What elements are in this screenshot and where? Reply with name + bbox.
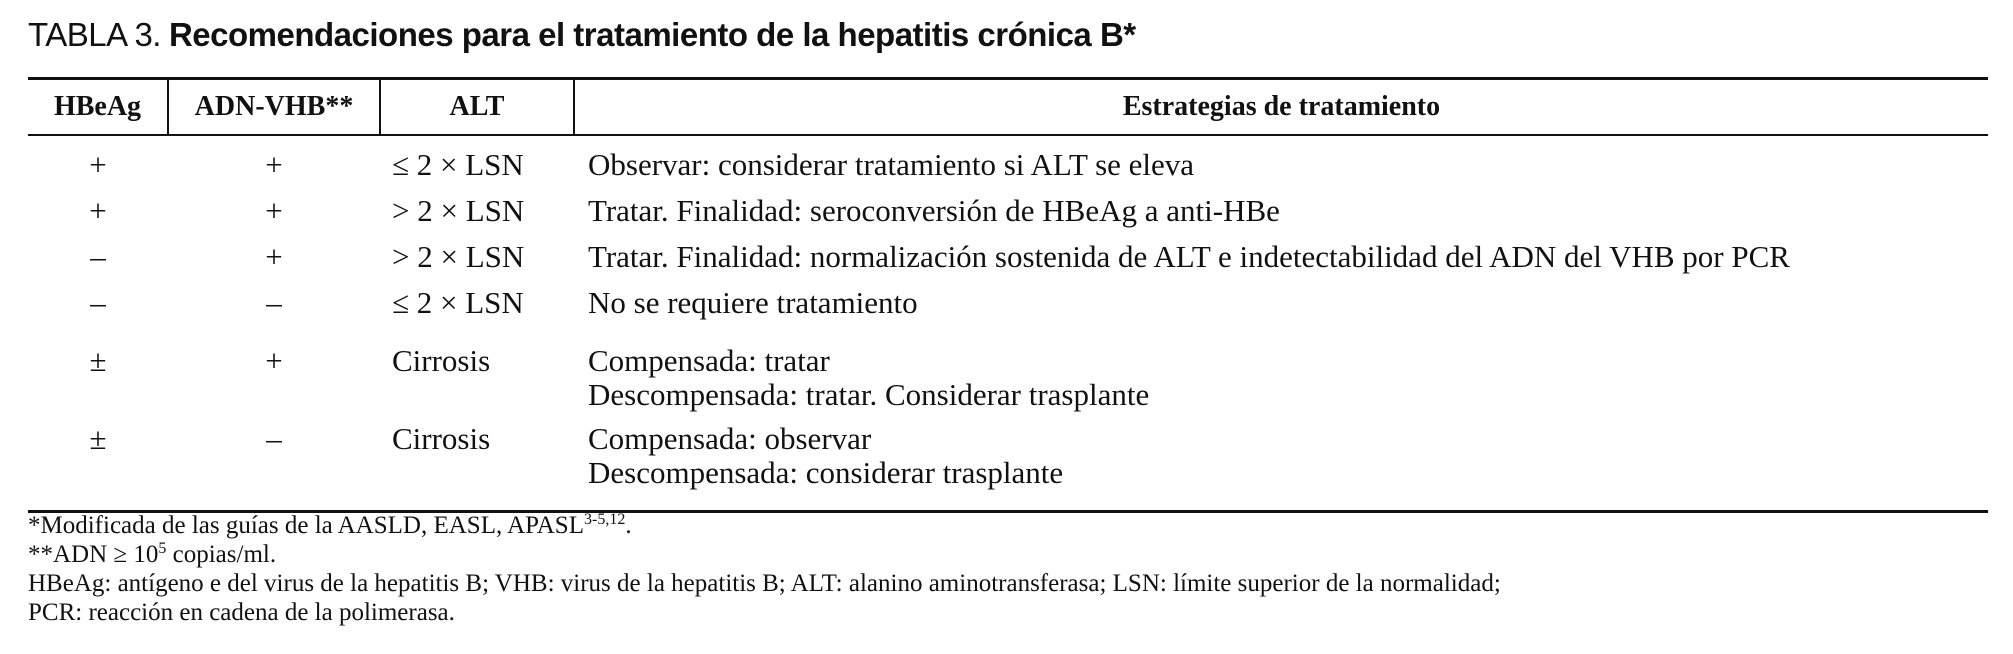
footnote-abbreviations-cont: PCR: reacción en cadena de la polimerasa.	[28, 599, 455, 626]
footnote-source-refs: 3-5,12	[583, 511, 626, 528]
cell-adn: +	[265, 193, 283, 228]
cell-hbeag: ±	[89, 421, 107, 456]
cell-alt: ≤ 2 × LSN	[392, 147, 524, 182]
footnote-adn-exponent: 5	[158, 540, 167, 557]
footnote-adn-end: copias/ml.	[166, 541, 277, 568]
header-hbeag: HBeAg	[28, 79, 168, 136]
table-row	[28, 286, 1988, 344]
cell-hbeag: ±	[89, 343, 107, 378]
footnote-source-end: .	[625, 512, 632, 539]
cell-adn: +	[265, 239, 283, 274]
table-row	[28, 135, 1988, 194]
strategy-line: Tratar. Finalidad: normalización sostenida de ALT e indetectabilidad del ADN del VHB por PCR	[588, 239, 1790, 274]
table-row	[28, 240, 1988, 286]
header-alt: ALT	[380, 79, 574, 136]
cell-strategy	[574, 240, 1988, 286]
cell-alt: > 2 × LSN	[392, 239, 525, 274]
table-row	[28, 344, 1988, 422]
footnote-adn	[28, 540, 1988, 569]
cell-adn: –	[266, 421, 282, 456]
treatment-table	[28, 77, 1988, 513]
table-body	[28, 135, 1988, 512]
cell-strategy	[574, 135, 1988, 194]
header-adn-vhb: ADN-VHB**	[168, 79, 380, 136]
strategy-line: Compensada: observar	[588, 421, 872, 456]
cell-hbeag: +	[89, 147, 107, 182]
footnote-source	[28, 511, 1988, 540]
cell-adn: +	[265, 343, 283, 378]
table-row	[28, 194, 1988, 240]
cell-alt: Cirrosis	[392, 421, 491, 456]
cell-strategy	[574, 194, 1988, 240]
cell-alt: Cirrosis	[392, 343, 491, 378]
table-footnotes	[28, 511, 1988, 627]
footnote-adn-text: **ADN ≥ 10	[28, 541, 159, 568]
cell-hbeag: –	[90, 285, 106, 320]
table-title: Recomendaciones para el tratamiento de la hepatitis crónica B*	[168, 16, 1136, 53]
cell-adn: –	[266, 285, 282, 320]
cell-strategy	[574, 422, 1988, 512]
table-row	[28, 422, 1988, 512]
strategy-line: Descompensada: considerar trasplante	[588, 455, 1064, 490]
cell-alt: > 2 × LSN	[392, 193, 525, 228]
cell-adn: +	[265, 147, 283, 182]
strategy-line: Tratar. Finalidad: seroconversión de HBeAg a anti-HBe	[588, 193, 1280, 228]
table-header	[28, 79, 1988, 136]
table-caption	[28, 16, 1136, 54]
cell-hbeag: +	[89, 193, 107, 228]
cell-hbeag: –	[90, 239, 106, 274]
footnote-source-text: *Modificada de las guías de la AASLD, EASL, APASL	[28, 512, 584, 539]
cell-strategy	[574, 286, 1988, 344]
strategy-line: Descompensada: tratar. Considerar trasplante	[588, 377, 1150, 412]
cell-strategy	[574, 344, 1988, 422]
strategy-line: Compensada: tratar	[588, 343, 830, 378]
header-strategies: Estrategias de tratamiento	[574, 79, 1988, 136]
cell-alt: ≤ 2 × LSN	[392, 285, 524, 320]
strategy-line: Observar: considerar tratamiento si ALT se eleva	[588, 147, 1195, 182]
table-number: TABLA 3.	[28, 16, 161, 53]
footnote-abbreviations: HBeAg: antígeno e del virus de la hepatitis B; VHB: virus de la hepatitis B; ALT: alanino aminotransferasa; LSN: límite superior de la normalidad;	[28, 570, 1501, 597]
strategy-line: No se requiere tratamiento	[588, 285, 918, 320]
